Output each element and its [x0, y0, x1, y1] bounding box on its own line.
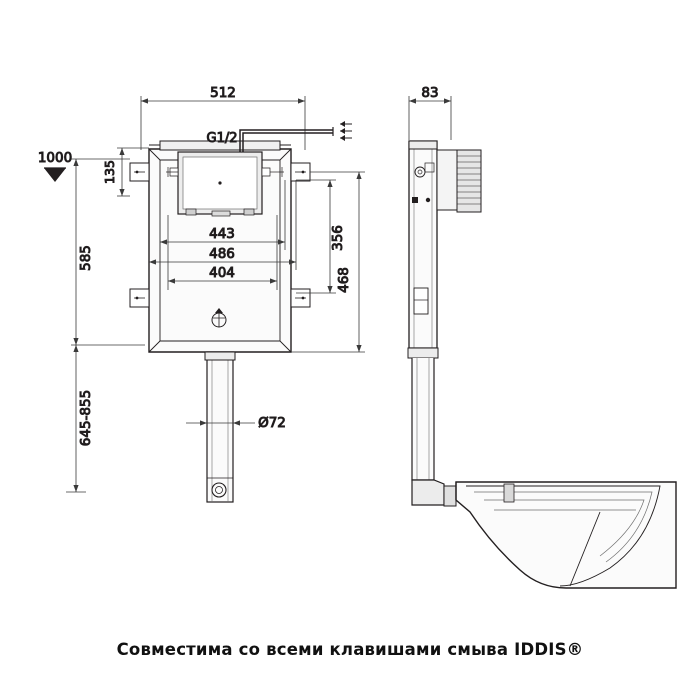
dimension-486-label: 486 [209, 246, 235, 262]
dimension-83-label: 83 [421, 85, 439, 101]
pan-view [456, 482, 676, 588]
level-marker-1000 [44, 168, 66, 182]
dimension-404-label: 404 [209, 265, 235, 281]
front-view [130, 121, 352, 502]
dimension-468-label: 468 [336, 267, 352, 293]
dimension-356-label: 356 [330, 225, 346, 251]
dimension-443-label: 443 [209, 226, 235, 242]
dimension-83 [409, 96, 451, 140]
caption-text: Совместима со всеми клавишами смыва IDDIS® [116, 640, 584, 659]
dimension-135-label: 135 [102, 160, 117, 184]
dimension-468 [291, 172, 365, 352]
dimension-585-label: 585 [78, 245, 94, 271]
dimension-diameter-72-label: Ø72 [258, 415, 286, 431]
dimension-645-855-label: 645-855 [78, 389, 94, 447]
side-view [408, 141, 481, 506]
level-marker-1000-label: 1000 [37, 150, 73, 166]
water-inlet-arrows [340, 121, 352, 141]
dimension-g12-label: G1/2 [206, 131, 238, 146]
dimension-512-label: 512 [210, 85, 236, 101]
